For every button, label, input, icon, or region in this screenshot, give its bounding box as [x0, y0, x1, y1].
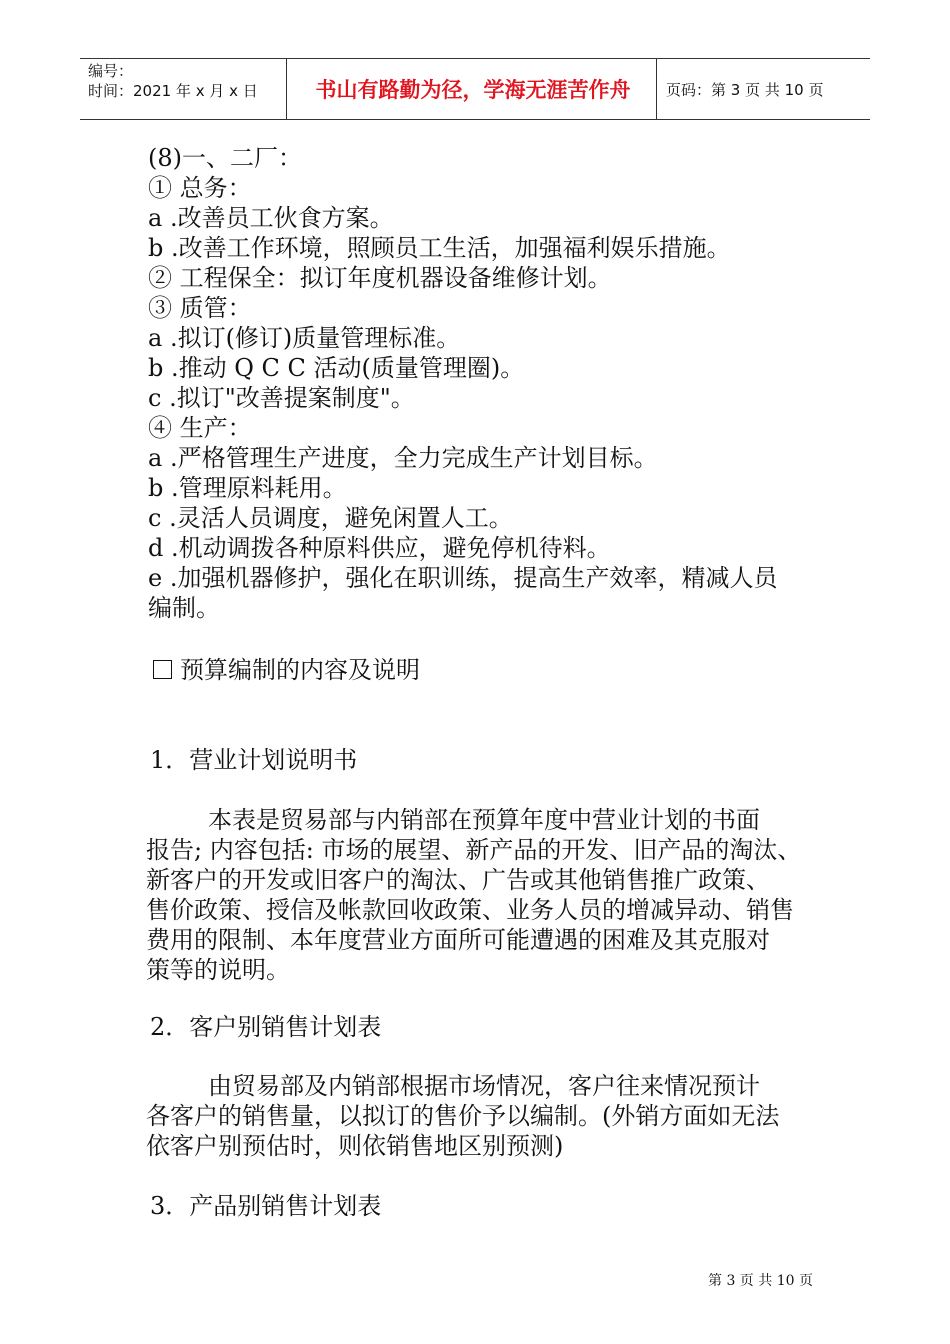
page-footer: 第 3 页 共 10 页	[708, 1273, 813, 1289]
item-title: 3．产品别销售计划表	[150, 1192, 382, 1220]
list-item: a .严格管理生产进度，全力完成生产计划目标。	[148, 444, 658, 472]
list-item: c .灵活人员调度，避免闲置人工。	[148, 504, 513, 532]
header-page-info: 页码：第 3 页 共 10 页	[666, 81, 824, 99]
section-heading-text: 预算编制的内容及说明	[180, 656, 420, 684]
list-item: a .拟订(修订)质量管理标准。	[148, 324, 461, 352]
subsection-engineering: ② 工程保全：拟订年度机器设备维修计划。	[148, 264, 612, 292]
subsection-quality: ③ 质管：	[148, 294, 252, 322]
section-heading	[153, 655, 420, 685]
paragraph-line: 本表是贸易部与内销部在预算年度中营业计划的书面	[208, 806, 760, 834]
header-divider	[656, 59, 657, 119]
paragraph-line: 新客户的开发或旧客户的淘汰、广告或其他销售推广政策、	[146, 866, 770, 894]
list-item: a .改善员工伙食方案。	[148, 204, 394, 232]
paragraph-line: 费用的限制、本年度营业方面所可能遭遇的困难及其克服对	[146, 926, 770, 954]
paragraph-line: 依客户别预估时，则依销售地区别预测)	[146, 1132, 564, 1160]
subsection-general-affairs: ① 总务：	[148, 174, 252, 202]
paragraph-line: 由贸易部及内销部根据市场情况，客户往来情况预计	[208, 1072, 760, 1100]
paragraph-line: 策等的说明。	[146, 956, 290, 984]
paragraph-line: 报告; 内容包括: 市场的展望、新产品的开发、旧产品的淘汰、	[146, 836, 802, 864]
list-item: d .机动调拨各种原料供应，避免停机待料。	[148, 534, 611, 562]
subsection-production: ④ 生产：	[148, 414, 252, 442]
list-item: e .加强机器修护，强化在职训练，提高生产效率，精减人员	[148, 564, 778, 592]
checkbox-icon	[153, 660, 172, 679]
list-item: b .改善工作环境，照顾员工生活，加强福利娱乐措施。	[148, 234, 731, 262]
item-title: 2．客户别销售计划表	[150, 1013, 382, 1041]
paragraph-line: 售价政策、授信及帐款回收政策、业务人员的增减异动、销售	[146, 896, 794, 924]
list-item-continuation: 编制。	[148, 594, 220, 622]
header-motto: 书山有路勤为径，学海无涯苦作舟	[315, 78, 631, 102]
header-meta	[88, 61, 258, 101]
paragraph-line: 各客户的销售量，以拟订的售价予以编制。(外销方面如无法	[146, 1102, 780, 1130]
list-item: b .推动 Q C C 活动(质量管理圈)。	[148, 354, 525, 382]
document-number-label: 编号：	[88, 62, 134, 80]
page-header	[80, 58, 870, 120]
list-item: b .管理原料耗用。	[148, 474, 347, 502]
document-date: 时间：2021 年 x 月 x 日	[88, 82, 258, 100]
list-item: c .拟订"改善提案制度"。	[148, 384, 415, 412]
section-title: (8)一、二厂：	[148, 144, 302, 172]
header-divider	[286, 59, 287, 119]
item-title: 1．营业计划说明书	[150, 746, 358, 774]
